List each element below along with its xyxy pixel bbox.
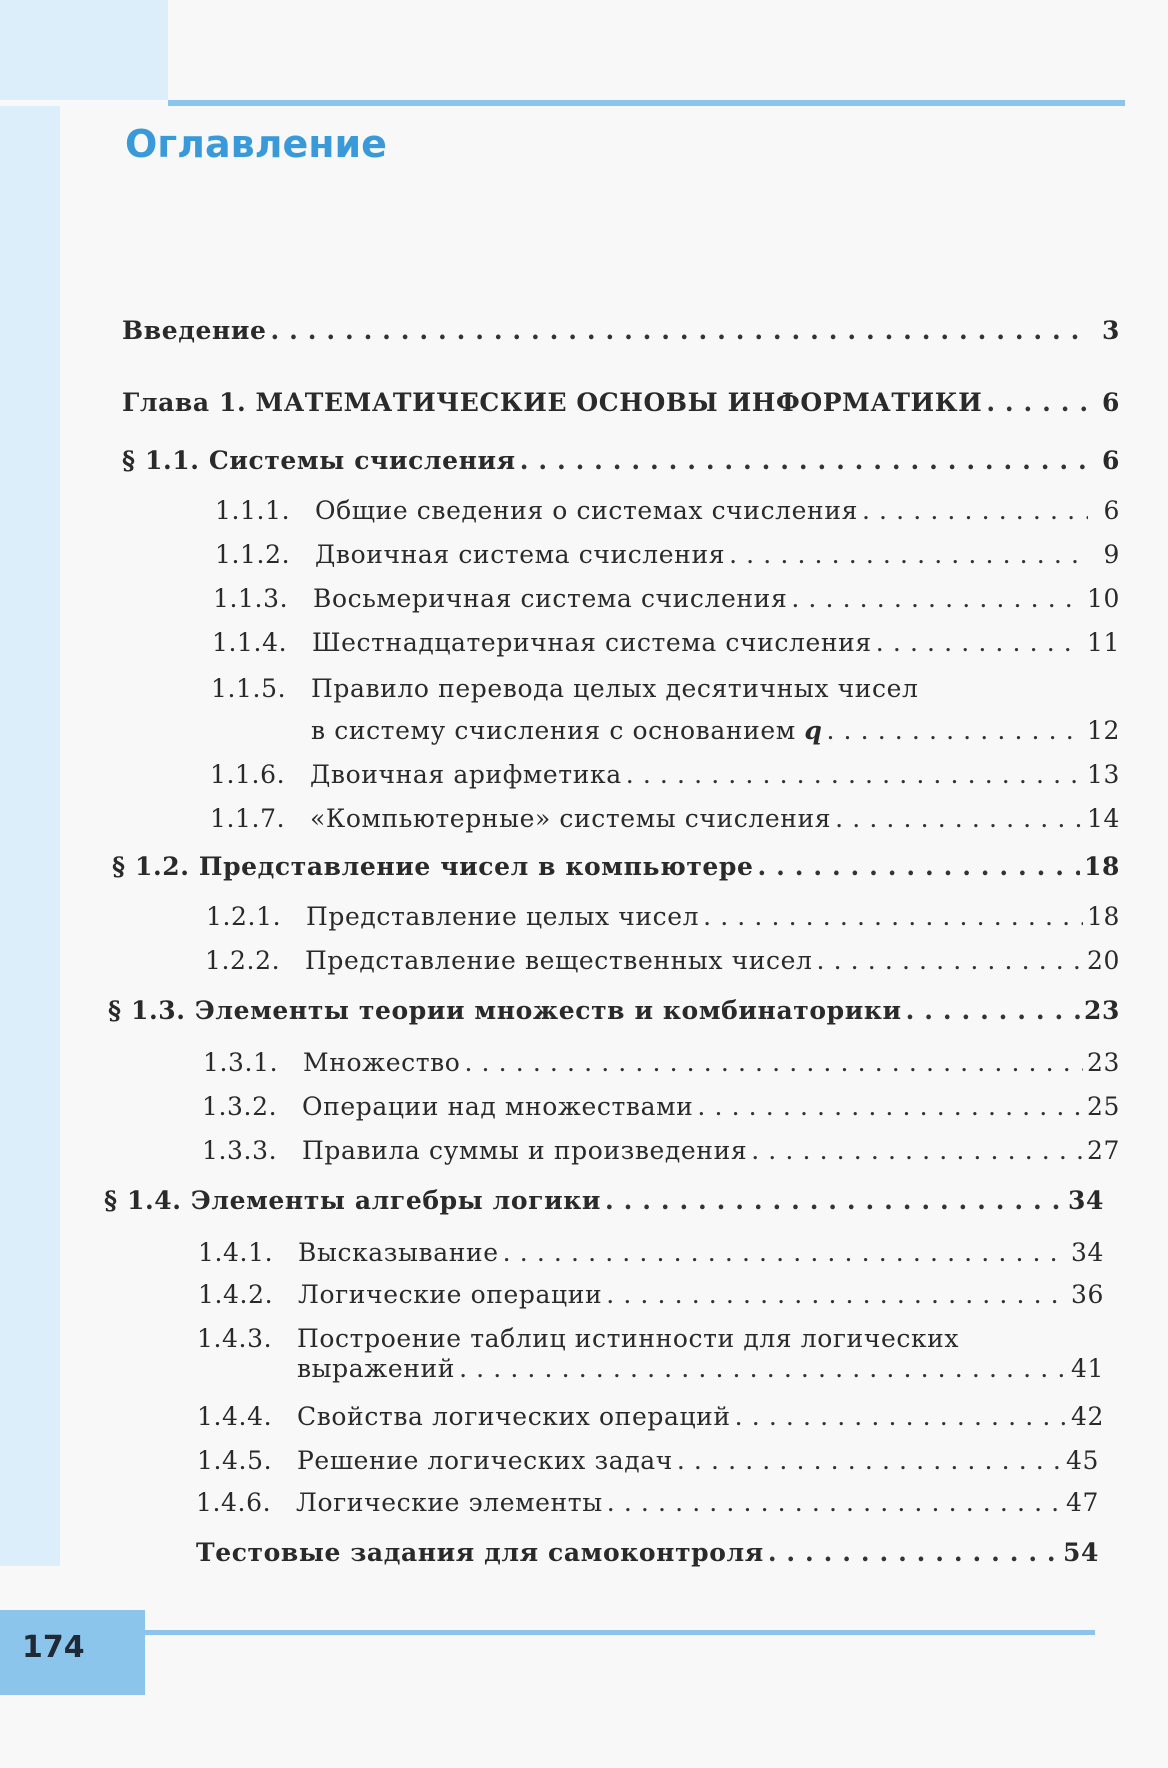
toc-number: 1.4.3. (197, 1324, 273, 1353)
toc-label: § 1.2. Представление чисел в компьютере (112, 852, 754, 881)
toc-page: 6 (1103, 496, 1120, 525)
toc-entry-section-1-3[interactable] (108, 996, 1120, 1026)
toc-label: Решение логических задач (297, 1446, 673, 1475)
leader-dots (735, 1402, 1067, 1432)
toc-page: 3 (1102, 316, 1120, 345)
toc-label: Представление целых чисел (306, 902, 700, 931)
toc-label: Построение таблиц истинности для логических (297, 1324, 960, 1353)
toc-entry-1-1-5[interactable] (311, 716, 1120, 746)
header-rule (168, 100, 1125, 106)
toc-number: 1.4.1. (198, 1238, 274, 1267)
side-color-bar (0, 106, 60, 1566)
leader-dots (520, 446, 1088, 476)
toc-page: 54 (1063, 1538, 1099, 1567)
toc-page: 41 (1070, 1354, 1104, 1383)
toc-entry-1-1-6[interactable] (210, 760, 1120, 790)
leader-dots (751, 1136, 1083, 1166)
toc-label: Операции над множествами (302, 1092, 694, 1121)
leader-dots (606, 1280, 1067, 1310)
toc-entry-1-4-6[interactable] (196, 1488, 1099, 1518)
toc-entry-1-1-3[interactable] (213, 584, 1120, 614)
toc-page: 6 (1102, 446, 1120, 475)
toc-label: Логические операции (298, 1280, 603, 1309)
toc-entry-1-4-2[interactable] (198, 1280, 1104, 1310)
leader-dots (768, 1538, 1059, 1568)
leader-dots (677, 1446, 1062, 1476)
toc-number: 1.1.6. (210, 760, 286, 789)
toc-label: Восьмеричная система счисления (313, 584, 788, 613)
leader-dots (758, 852, 1080, 882)
leader-dots (906, 996, 1080, 1026)
toc-label: Шестнадцатеричная система счисления (312, 628, 872, 657)
toc-number: 1.3.1. (203, 1048, 279, 1077)
toc-entry-1-2-1[interactable] (206, 902, 1120, 932)
toc-page: 36 (1070, 1280, 1104, 1309)
toc-label: Правила суммы и произведения (302, 1136, 748, 1165)
toc-page: 11 (1086, 628, 1120, 657)
toc-entry-1-1-2[interactable] (215, 540, 1120, 570)
toc-page: 23 (1084, 996, 1120, 1025)
toc-label: Глава 1. МАТЕМАТИЧЕСКИЕ ОСНОВЫ ИНФОРМАТИКИ (122, 388, 983, 417)
leader-dots (697, 1092, 1083, 1122)
toc-entry-tests[interactable] (196, 1538, 1099, 1568)
toc-number: 1.4.6. (196, 1488, 272, 1517)
toc-page: 6 (1102, 388, 1120, 417)
leader-dots (626, 760, 1083, 790)
toc-number: 1.1.4. (212, 628, 288, 657)
toc-page: 18 (1086, 902, 1120, 931)
toc-number: 1.4.5. (197, 1446, 273, 1475)
toc-entry-1-3-1[interactable] (203, 1048, 1120, 1078)
toc-page: 18 (1084, 852, 1120, 881)
leader-dots (729, 540, 1088, 570)
toc-number: 1.2.2. (205, 946, 281, 975)
toc-page: 10 (1086, 584, 1120, 613)
leader-dots (791, 584, 1083, 614)
toc-page: 25 (1086, 1092, 1120, 1121)
toc-label: § 1.4. Элементы алгебры логики (104, 1186, 602, 1215)
toc-entry-section-1-4[interactable] (104, 1186, 1104, 1216)
leader-dots (607, 1488, 1062, 1518)
toc-label: § 1.1. Системы счисления (122, 446, 516, 475)
leader-dots (826, 716, 1083, 746)
toc-page: 20 (1086, 946, 1120, 975)
leader-dots (271, 316, 1088, 346)
toc-page: 45 (1065, 1446, 1099, 1475)
toc-label: Двоичная арифметика (310, 760, 622, 789)
toc-number: 1.4.4. (197, 1402, 273, 1431)
leader-dots (876, 628, 1083, 658)
toc-page: 34 (1068, 1186, 1104, 1215)
toc-entry-1-4-4[interactable] (197, 1402, 1104, 1432)
toc-entry-section-1-2[interactable] (112, 852, 1120, 882)
toc-page: 13 (1086, 760, 1120, 789)
leader-dots (817, 946, 1083, 976)
toc-page: 42 (1070, 1402, 1104, 1431)
toc-entry-section-1-1[interactable] (122, 446, 1120, 476)
toc-label: Представление вещественных чисел (305, 946, 813, 975)
toc-number: 1.1.7. (210, 804, 286, 833)
leader-dots (986, 388, 1088, 418)
toc-label: § 1.3. Элементы теории множеств и комбинаторики (108, 996, 902, 1025)
toc-number: 1.1.3. (213, 584, 289, 613)
toc-label: Двоичная система счисления (315, 540, 726, 569)
toc-entry-intro[interactable] (122, 316, 1120, 346)
toc-entry-chapter-1[interactable] (122, 388, 1120, 418)
leader-dots (464, 1048, 1083, 1078)
toc-entry-1-4-3[interactable] (297, 1354, 1104, 1384)
footer-rule (145, 1630, 1095, 1635)
toc-number: 1.1.1. (215, 496, 291, 525)
header-color-block (0, 0, 168, 100)
toc-label: Правило перевода целых десятичных чисел (311, 674, 919, 703)
leader-dots (835, 804, 1083, 834)
toc-label-line2: выражений (297, 1354, 456, 1383)
toc-page: 23 (1086, 1048, 1120, 1077)
leader-dots (703, 902, 1083, 932)
toc-entry-1-1-4[interactable] (212, 628, 1120, 658)
toc-page: 14 (1086, 804, 1120, 833)
toc-number: 1.2.1. (206, 902, 282, 931)
toc-label: Свойства логических операций (297, 1402, 731, 1431)
toc-label: Высказывание (298, 1238, 499, 1267)
variable-q: q (804, 716, 823, 745)
toc-label-line2: в систему счисления с основанием q (311, 716, 823, 745)
toc-number: 1.4.2. (198, 1280, 274, 1309)
page-number: 174 (22, 1630, 85, 1665)
toc-label: Логические элементы (296, 1488, 603, 1517)
toc-entry-1-2-2[interactable] (205, 946, 1120, 976)
toc-label: Общие сведения о системах счисления (315, 496, 858, 525)
toc-page: 34 (1070, 1238, 1104, 1267)
toc-page: 47 (1065, 1488, 1099, 1517)
leader-dots (862, 496, 1088, 526)
page-title: Оглавление (125, 122, 387, 166)
toc-label: «Компьютерные» системы счисления (310, 804, 832, 833)
toc-number: 1.1.2. (215, 540, 291, 569)
toc-label: Множество (303, 1048, 461, 1077)
toc-entry-1-1-1[interactable] (215, 496, 1120, 526)
toc-entry-1-1-7[interactable] (210, 804, 1120, 834)
toc-label: Введение (122, 316, 267, 345)
toc-entry-1-4-3-line1[interactable] (197, 1324, 959, 1354)
leader-dots (459, 1354, 1067, 1384)
toc-number: 1.3.3. (202, 1136, 278, 1165)
toc-label: Тестовые задания для самоконтроля (196, 1538, 764, 1567)
toc-entry-1-4-5[interactable] (197, 1446, 1099, 1476)
toc-page: 27 (1086, 1136, 1120, 1165)
toc-page: 12 (1086, 716, 1120, 745)
toc-number: 1.3.2. (202, 1092, 278, 1121)
toc-number: 1.1.5. (211, 674, 287, 703)
toc-page: 9 (1103, 540, 1120, 569)
toc-entry-1-1-5-line1[interactable] (211, 674, 919, 704)
toc-entry-1-3-3[interactable] (202, 1136, 1120, 1166)
leader-dots (605, 1186, 1064, 1216)
toc-entry-1-3-2[interactable] (202, 1092, 1120, 1122)
leader-dots (503, 1238, 1067, 1268)
toc-entry-1-4-1[interactable] (198, 1238, 1104, 1268)
